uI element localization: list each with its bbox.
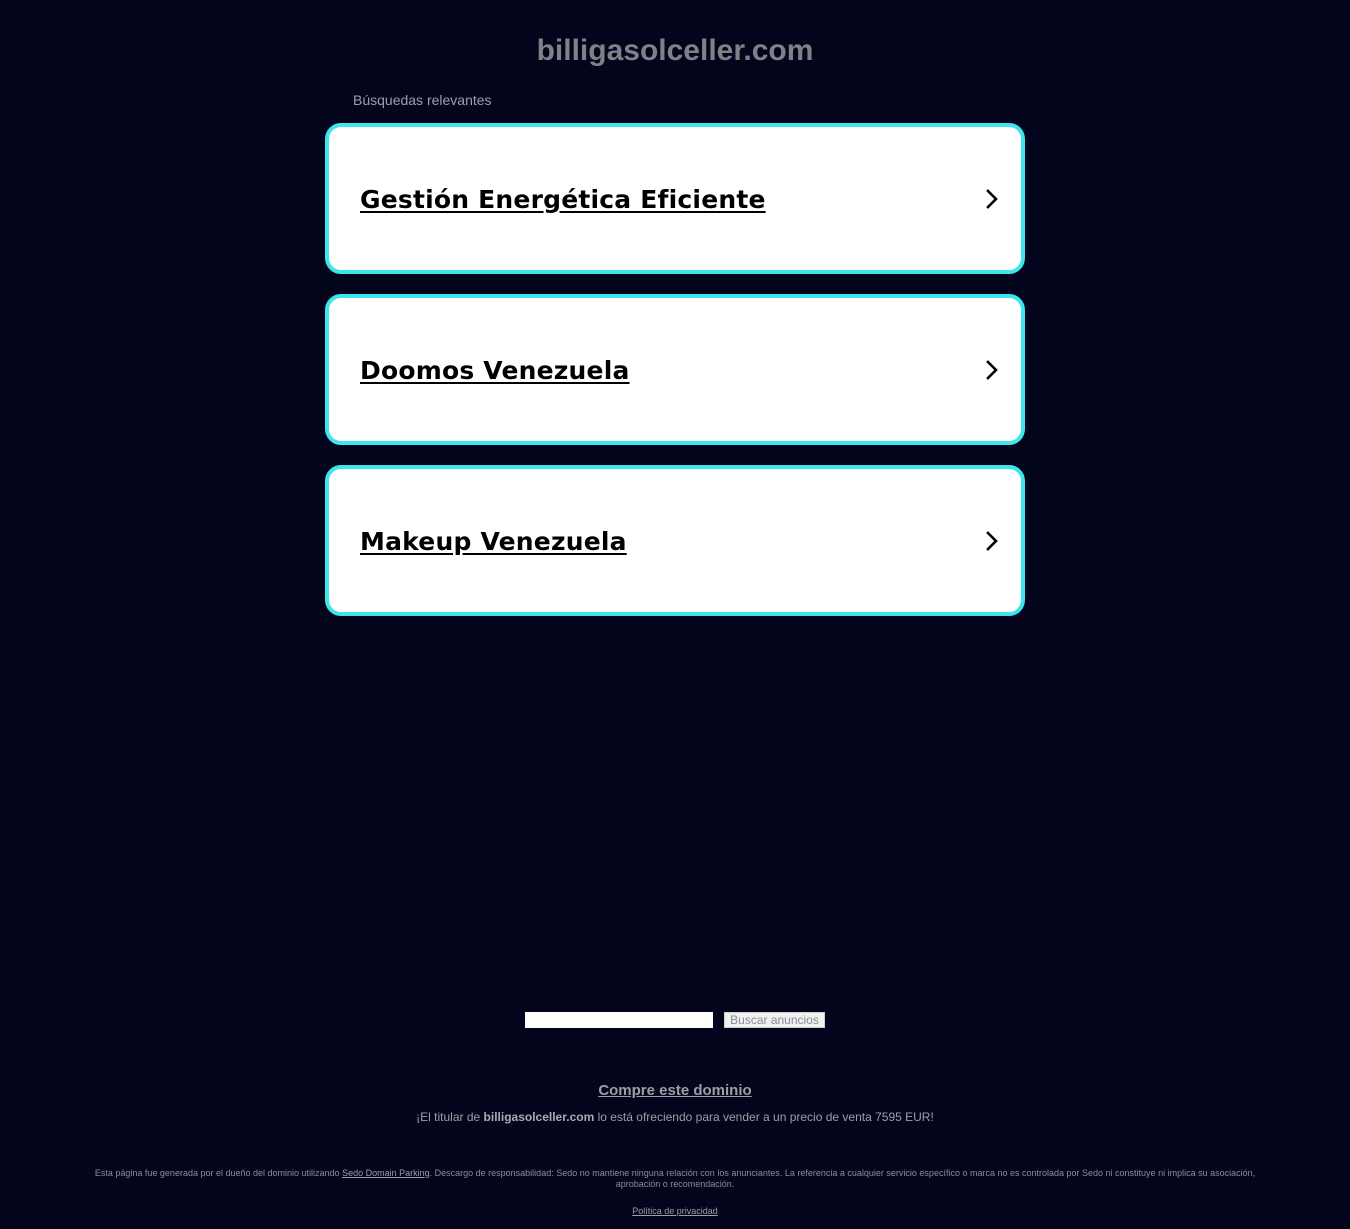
related-search-link-2[interactable]: Doomos Venezuela [360,356,630,385]
privacy-policy-link[interactable]: Política de privacidad [632,1206,718,1216]
related-search-card-1[interactable] [325,123,1025,274]
domain-title: billigasolceller.com [536,34,814,67]
related-search-list [325,123,1025,636]
sedo-parking-link[interactable]: Sedo Domain Parking [342,1168,430,1178]
sale-prefix: ¡El titular de [416,1110,484,1124]
search-ads-button[interactable]: Buscar anuncios [724,1012,825,1028]
sale-offer-text [0,1110,1350,1124]
related-search-card-3[interactable] [325,465,1025,616]
buy-domain-link[interactable]: Compre este dominio [598,1082,752,1099]
sale-suffix: lo está ofreciendo para vender a un precio de venta 7595 EUR! [594,1110,934,1124]
related-search-link-1[interactable]: Gestión Energética Eficiente [360,185,766,214]
chevron-right-icon [981,188,1003,210]
chevron-right-icon [981,359,1003,381]
related-searches-label: Búsquedas relevantes [353,92,492,108]
chevron-right-icon [981,530,1003,552]
search-input[interactable] [525,1012,713,1028]
disclaimer-suffix: . Descargo de responsabilidad: Sedo no mantiene ninguna relación con los anunciantes. La referencia a cualquier servicio específico o marca no es controlada por Sedo ni constituye ni implica su asociación, aprobación o recomendación. [429,1168,1256,1189]
disclaimer-text [75,1168,1275,1190]
related-search-link-3[interactable]: Makeup Venezuela [360,527,627,556]
related-search-card-2[interactable] [325,294,1025,445]
disclaimer-prefix: Esta página fue generada por el dueño del dominio utilizando [94,1168,343,1178]
ad-search-form [525,1012,825,1028]
sale-domain: billigasolceller.com [483,1110,595,1124]
